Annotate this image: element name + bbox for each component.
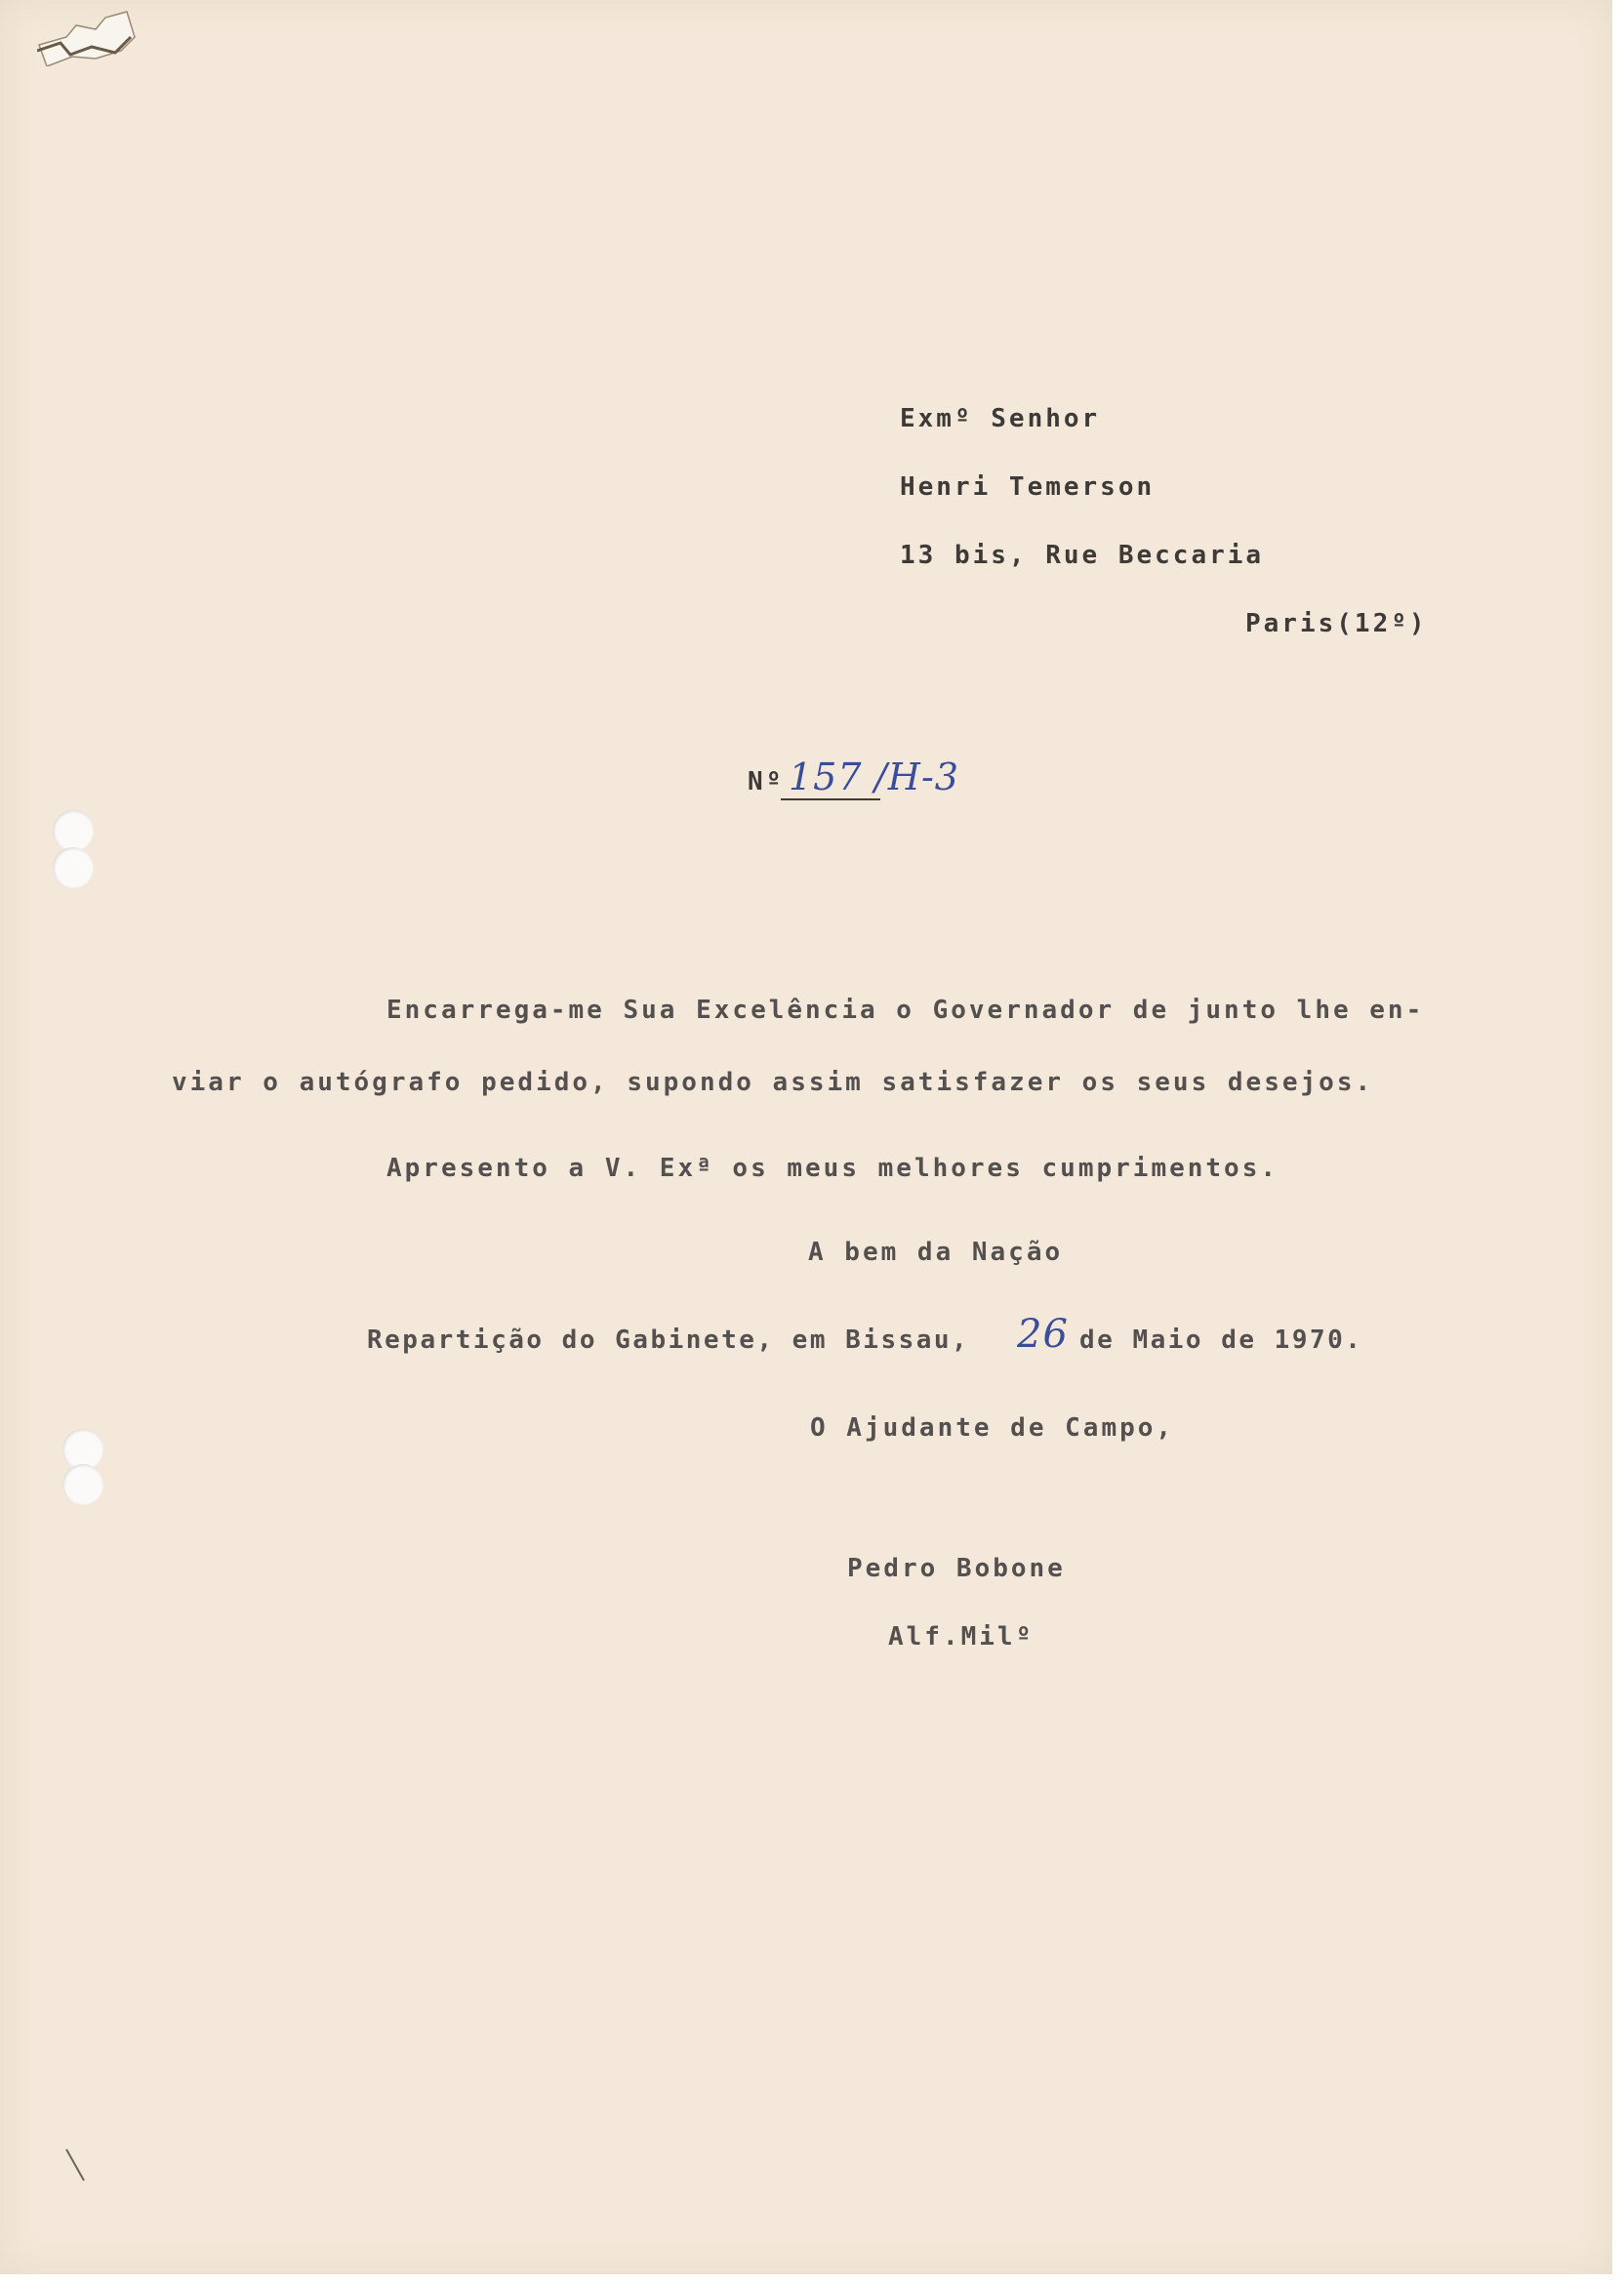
reference-handwritten-suffix: /H-3 bbox=[874, 755, 959, 798]
reference-prefix: Nº bbox=[748, 767, 785, 796]
punch-hole bbox=[62, 1464, 103, 1505]
closing-motto: A bem da Nação bbox=[808, 1238, 1064, 1267]
closing-place: Repartição do Gabinete, em Bissau, bbox=[367, 1326, 970, 1355]
page-edge bbox=[1612, 0, 1624, 2284]
body-line-3: Apresento a V. Exª os meus melhores cumprimentos. bbox=[386, 1154, 1279, 1183]
signature-rank: Alf.Milº bbox=[888, 1622, 1035, 1652]
reference-underline bbox=[781, 798, 880, 800]
body-line-1: Encarrega-me Sua Excelência o Governador de junto lhe en- bbox=[386, 996, 1425, 1025]
recipient-name: Henri Temerson bbox=[900, 472, 1156, 502]
reference-handwritten-number: 157 bbox=[789, 755, 863, 798]
recipient-street: 13 bis, Rue Beccaria bbox=[900, 541, 1265, 570]
punch-hole bbox=[53, 810, 94, 851]
punch-hole bbox=[53, 847, 94, 888]
recipient-city: Paris(12º) bbox=[1245, 609, 1428, 638]
closing-date: de Maio de 1970. bbox=[1079, 1326, 1363, 1355]
closing-handwritten-day: 26 bbox=[1017, 1312, 1069, 1357]
signature-name: Pedro Bobone bbox=[847, 1554, 1066, 1583]
closing-role: O Ajudante de Campo, bbox=[810, 1413, 1175, 1443]
pencil-mark bbox=[62, 2147, 92, 2186]
recipient-salutation: Exmº Senhor bbox=[900, 404, 1101, 433]
torn-corner bbox=[37, 8, 144, 66]
body-line-2: viar o autógrafo pedido, supondo assim satisfazer os seus desejos. bbox=[172, 1068, 1374, 1097]
